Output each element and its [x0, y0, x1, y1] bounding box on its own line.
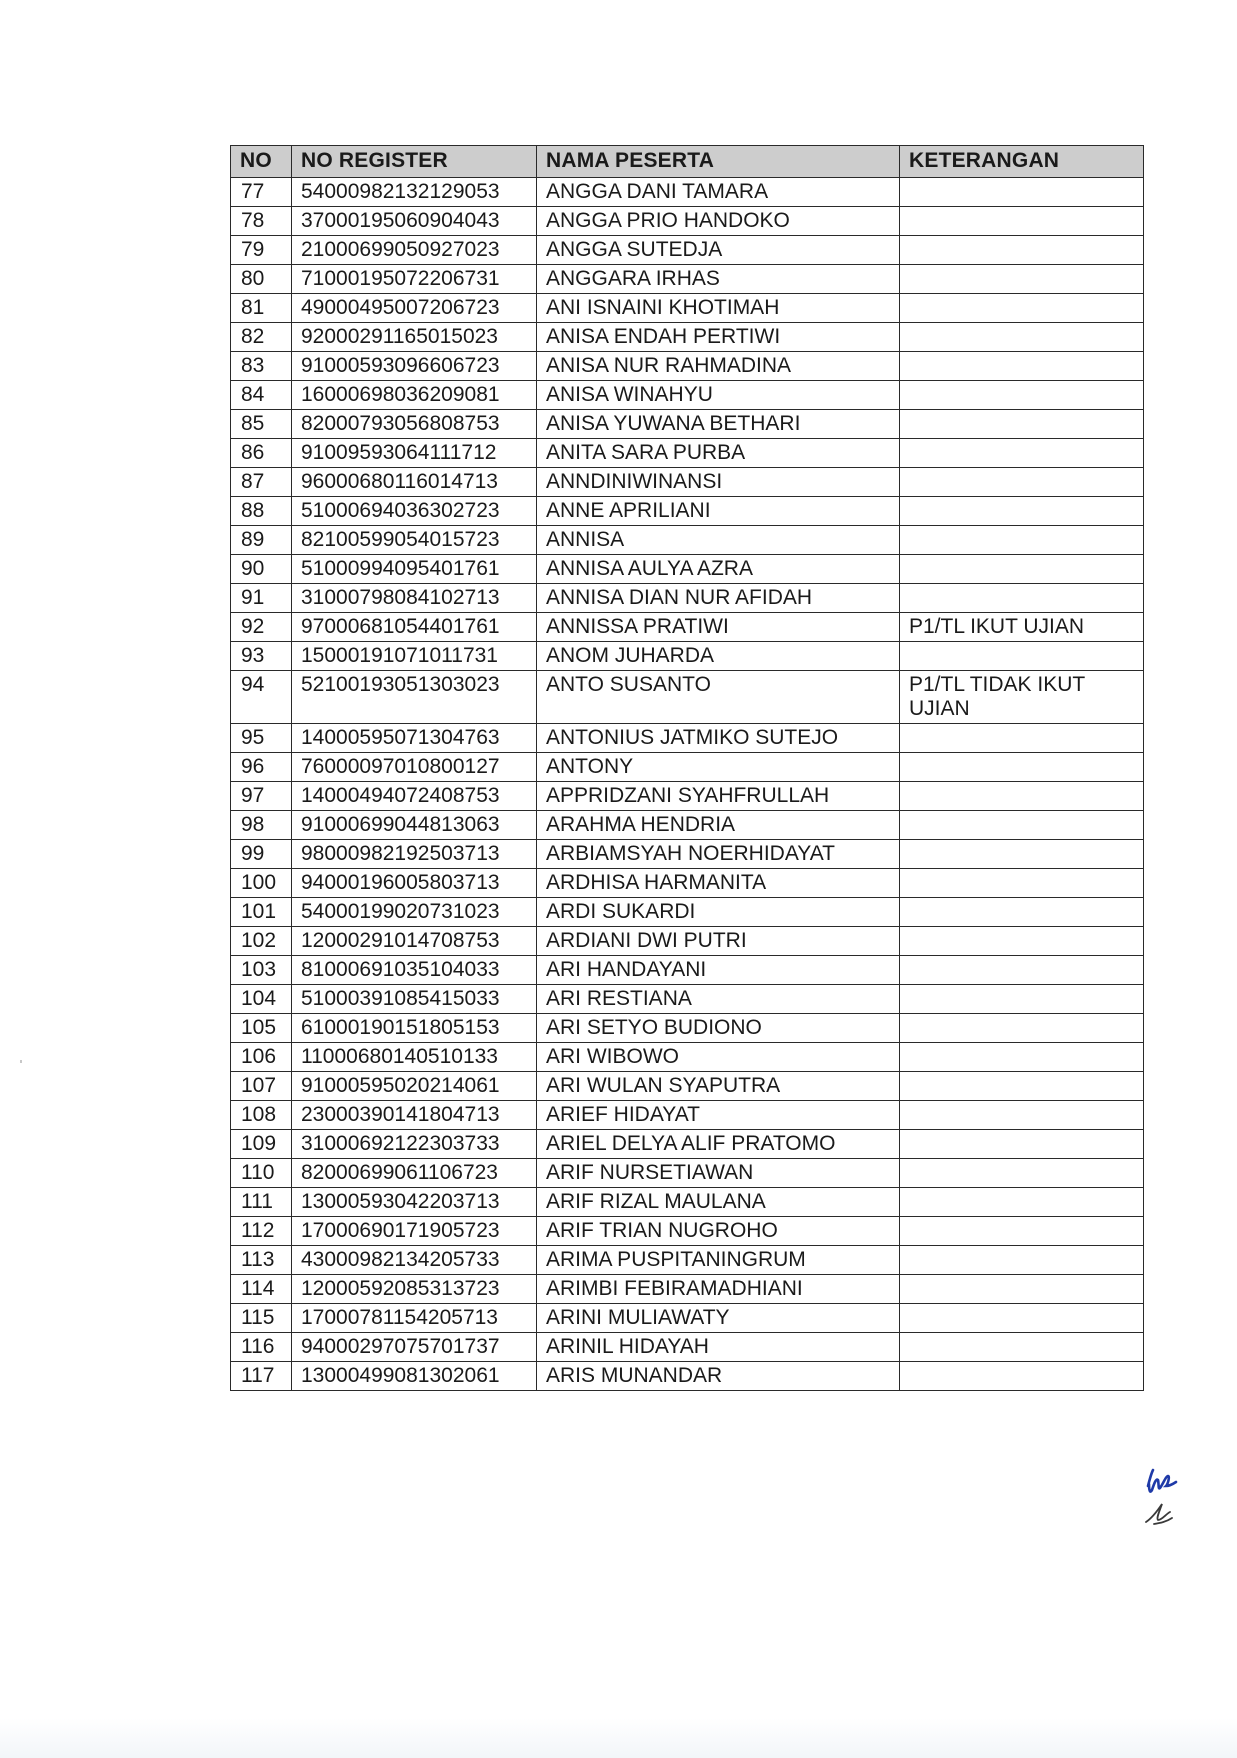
- table-row: [231, 1101, 1144, 1130]
- cell-name: ARI WULAN SYAPUTRA: [537, 1072, 900, 1101]
- cell-keterangan: [900, 869, 1144, 898]
- initials-stroke-upper: [1148, 1470, 1176, 1492]
- cell-register: 21000699050927023: [292, 236, 537, 265]
- cell-register: 94000196005803713: [292, 869, 537, 898]
- cell-name: ANNISA AULYA AZRA: [537, 555, 900, 584]
- table-row: [231, 1275, 1144, 1304]
- cell-no: 117: [231, 1362, 292, 1391]
- cell-no: 111: [231, 1188, 292, 1217]
- table-row: [231, 1072, 1144, 1101]
- cell-no: 116: [231, 1333, 292, 1362]
- cell-no: 107: [231, 1072, 292, 1101]
- cell-register: 23000390141804713: [292, 1101, 537, 1130]
- cell-no: 81: [231, 294, 292, 323]
- cell-register: 16000698036209081: [292, 381, 537, 410]
- cell-keterangan: P1/TL IKUT UJIAN: [900, 613, 1144, 642]
- cell-keterangan: [900, 1304, 1144, 1333]
- cell-name: ANOM JUHARDA: [537, 642, 900, 671]
- cell-name: ANNISA: [537, 526, 900, 555]
- initials-stroke-lower: [1146, 1504, 1172, 1524]
- cell-keterangan: [900, 956, 1144, 985]
- cell-register: 49000495007206723: [292, 294, 537, 323]
- cell-register: 14000494072408753: [292, 782, 537, 811]
- cell-no: 115: [231, 1304, 292, 1333]
- cell-name: ARIEL DELYA ALIF PRATOMO: [537, 1130, 900, 1159]
- cell-keterangan: [900, 724, 1144, 753]
- table-header: [231, 146, 1144, 178]
- cell-name: ANI ISNAINI KHOTIMAH: [537, 294, 900, 323]
- cell-register: 15000191071011731: [292, 642, 537, 671]
- cell-name: ANISA NUR RAHMADINA: [537, 352, 900, 381]
- cell-no: 95: [231, 724, 292, 753]
- cell-register: 12000592085313723: [292, 1275, 537, 1304]
- cell-no: 94: [231, 671, 292, 724]
- cell-name: ARI RESTIANA: [537, 985, 900, 1014]
- table-row: [231, 1188, 1144, 1217]
- column-header-keterangan: KETERANGAN: [900, 146, 1144, 178]
- table-row: [231, 613, 1144, 642]
- cell-no: 80: [231, 265, 292, 294]
- cell-register: 76000097010800127: [292, 753, 537, 782]
- table-row: [231, 1159, 1144, 1188]
- cell-keterangan: [900, 207, 1144, 236]
- cell-no: 90: [231, 555, 292, 584]
- table-row: [231, 497, 1144, 526]
- cell-name: ANGGA DANI TAMARA: [537, 178, 900, 207]
- cell-no: 88: [231, 497, 292, 526]
- cell-register: 13000593042203713: [292, 1188, 537, 1217]
- cell-keterangan: [900, 236, 1144, 265]
- cell-register: 91000593096606723: [292, 352, 537, 381]
- cell-register: 54000982132129053: [292, 178, 537, 207]
- cell-register: 82000793056808753: [292, 410, 537, 439]
- cell-keterangan: [900, 782, 1144, 811]
- table-row: [231, 1043, 1144, 1072]
- cell-register: 81000691035104033: [292, 956, 537, 985]
- cell-keterangan: [900, 323, 1144, 352]
- table-row: [231, 724, 1144, 753]
- cell-keterangan: [900, 497, 1144, 526]
- cell-register: 37000195060904043: [292, 207, 537, 236]
- cell-no: 83: [231, 352, 292, 381]
- cell-register: 61000190151805153: [292, 1014, 537, 1043]
- cell-register: 54000199020731023: [292, 898, 537, 927]
- handwritten-initials-signature: [1140, 1464, 1200, 1534]
- cell-name: ARBIAMSYAH NOERHIDAYAT: [537, 840, 900, 869]
- cell-keterangan: [900, 642, 1144, 671]
- cell-no: 96: [231, 753, 292, 782]
- cell-no: 87: [231, 468, 292, 497]
- table-row: [231, 1130, 1144, 1159]
- table-row: [231, 410, 1144, 439]
- cell-no: 92: [231, 613, 292, 642]
- cell-keterangan: [900, 1014, 1144, 1043]
- cell-no: 78: [231, 207, 292, 236]
- table-row: [231, 1014, 1144, 1043]
- cell-keterangan: [900, 811, 1144, 840]
- column-header-no: NO: [231, 146, 292, 178]
- table-body: [231, 178, 1144, 1391]
- cell-name: ARIF TRIAN NUGROHO: [537, 1217, 900, 1246]
- cell-register: 31000798084102713: [292, 584, 537, 613]
- table-row: [231, 323, 1144, 352]
- cell-keterangan: P1/TL TIDAK IKUT UJIAN: [900, 671, 1144, 724]
- cell-name: ARDHISA HARMANITA: [537, 869, 900, 898]
- cell-register: 71000195072206731: [292, 265, 537, 294]
- cell-register: 12000291014708753: [292, 927, 537, 956]
- scan-bottom-shade: [0, 1718, 1237, 1758]
- cell-keterangan: [900, 1333, 1144, 1362]
- cell-name: ARDIANI DWI PUTRI: [537, 927, 900, 956]
- cell-register: 31000692122303733: [292, 1130, 537, 1159]
- cell-name: ANGGARA IRHAS: [537, 265, 900, 294]
- cell-no: 101: [231, 898, 292, 927]
- cell-keterangan: [900, 1362, 1144, 1391]
- cell-no: 102: [231, 927, 292, 956]
- scan-speck: [20, 1060, 22, 1063]
- table-row: [231, 753, 1144, 782]
- cell-keterangan: [900, 1217, 1144, 1246]
- cell-keterangan: [900, 584, 1144, 613]
- cell-no: 84: [231, 381, 292, 410]
- cell-register: 82100599054015723: [292, 526, 537, 555]
- cell-no: 114: [231, 1275, 292, 1304]
- cell-name: ANNDINIWINANSI: [537, 468, 900, 497]
- cell-name: ARINI MULIAWATY: [537, 1304, 900, 1333]
- table-row: [231, 236, 1144, 265]
- cell-register: 51000694036302723: [292, 497, 537, 526]
- cell-name: ANNISSA PRATIWI: [537, 613, 900, 642]
- cell-keterangan: [900, 555, 1144, 584]
- cell-name: ANNISA DIAN NUR AFIDAH: [537, 584, 900, 613]
- cell-name: ANISA YUWANA BETHARI: [537, 410, 900, 439]
- table-row: [231, 1333, 1144, 1362]
- cell-register: 52100193051303023: [292, 671, 537, 724]
- table-row: [231, 526, 1144, 555]
- cell-keterangan: [900, 927, 1144, 956]
- cell-register: 98000982192503713: [292, 840, 537, 869]
- cell-keterangan: [900, 381, 1144, 410]
- table-row: [231, 439, 1144, 468]
- cell-name: ANNE APRILIANI: [537, 497, 900, 526]
- column-header-register: NO REGISTER: [292, 146, 537, 178]
- cell-no: 113: [231, 1246, 292, 1275]
- table-row: [231, 985, 1144, 1014]
- cell-register: 92000291165015023: [292, 323, 537, 352]
- cell-name: ARIMA PUSPITANINGRUM: [537, 1246, 900, 1275]
- table-row: [231, 352, 1144, 381]
- cell-register: 94000297075701737: [292, 1333, 537, 1362]
- table-row: [231, 555, 1144, 584]
- cell-name: ARIMBI FEBIRAMADHIANI: [537, 1275, 900, 1304]
- cell-keterangan: [900, 410, 1144, 439]
- cell-no: 104: [231, 985, 292, 1014]
- table-row: [231, 956, 1144, 985]
- table-row: [231, 584, 1144, 613]
- cell-keterangan: [900, 1159, 1144, 1188]
- cell-register: 82000699061106723: [292, 1159, 537, 1188]
- cell-register: 91009593064111712: [292, 439, 537, 468]
- table-row: [231, 782, 1144, 811]
- cell-register: 97000681054401761: [292, 613, 537, 642]
- cell-no: 112: [231, 1217, 292, 1246]
- table-row: [231, 869, 1144, 898]
- cell-no: 106: [231, 1043, 292, 1072]
- cell-keterangan: [900, 439, 1144, 468]
- cell-keterangan: [900, 1246, 1144, 1275]
- table-row: [231, 898, 1144, 927]
- cell-name: ARDI SUKARDI: [537, 898, 900, 927]
- cell-register: 51000994095401761: [292, 555, 537, 584]
- cell-name: ARIS MUNANDAR: [537, 1362, 900, 1391]
- cell-register: 11000680140510133: [292, 1043, 537, 1072]
- table-row: [231, 468, 1144, 497]
- cell-no: 109: [231, 1130, 292, 1159]
- cell-name: ARI WIBOWO: [537, 1043, 900, 1072]
- cell-name: ANITA SARA PURBA: [537, 439, 900, 468]
- cell-no: 86: [231, 439, 292, 468]
- cell-keterangan: [900, 1188, 1144, 1217]
- table-row: [231, 178, 1144, 207]
- cell-register: 17000690171905723: [292, 1217, 537, 1246]
- cell-no: 77: [231, 178, 292, 207]
- table-row: [231, 265, 1144, 294]
- table-row: [231, 1362, 1144, 1391]
- cell-name: ANISA WINAHYU: [537, 381, 900, 410]
- cell-no: 91: [231, 584, 292, 613]
- cell-register: 13000499081302061: [292, 1362, 537, 1391]
- cell-no: 103: [231, 956, 292, 985]
- cell-no: 97: [231, 782, 292, 811]
- cell-no: 89: [231, 526, 292, 555]
- cell-register: 51000391085415033: [292, 985, 537, 1014]
- cell-no: 85: [231, 410, 292, 439]
- cell-keterangan: [900, 178, 1144, 207]
- cell-register: 96000680116014713: [292, 468, 537, 497]
- table-row: [231, 381, 1144, 410]
- table-row: [231, 671, 1144, 724]
- cell-name: ANTO SUSANTO: [537, 671, 900, 724]
- cell-name: ARINIL HIDAYAH: [537, 1333, 900, 1362]
- cell-name: ANGGA SUTEDJA: [537, 236, 900, 265]
- cell-name: ARAHMA HENDRIA: [537, 811, 900, 840]
- table-row: [231, 207, 1144, 236]
- cell-keterangan: [900, 294, 1144, 323]
- cell-no: 93: [231, 642, 292, 671]
- cell-keterangan: [900, 753, 1144, 782]
- cell-keterangan: [900, 1275, 1144, 1304]
- cell-keterangan: [900, 352, 1144, 381]
- cell-register: 91000699044813063: [292, 811, 537, 840]
- cell-no: 110: [231, 1159, 292, 1188]
- table-row: [231, 927, 1144, 956]
- header-row: [231, 146, 1144, 178]
- cell-keterangan: [900, 526, 1144, 555]
- cell-register: 17000781154205713: [292, 1304, 537, 1333]
- table-row: [231, 1246, 1144, 1275]
- cell-keterangan: [900, 1072, 1144, 1101]
- table-row: [231, 642, 1144, 671]
- cell-name: ARI SETYO BUDIONO: [537, 1014, 900, 1043]
- cell-no: 82: [231, 323, 292, 352]
- cell-name: ARI HANDAYANI: [537, 956, 900, 985]
- cell-no: 79: [231, 236, 292, 265]
- column-header-name: NAMA PESERTA: [537, 146, 900, 178]
- participant-table: [230, 145, 1144, 1391]
- cell-name: ARIEF HIDAYAT: [537, 1101, 900, 1130]
- cell-name: ANGGA PRIO HANDOKO: [537, 207, 900, 236]
- cell-name: ARIF RIZAL MAULANA: [537, 1188, 900, 1217]
- cell-keterangan: [900, 1043, 1144, 1072]
- cell-name: ANTONIUS JATMIKO SUTEJO: [537, 724, 900, 753]
- cell-name: ARIF NURSETIAWAN: [537, 1159, 900, 1188]
- cell-name: APPRIDZANI SYAHFRULLAH: [537, 782, 900, 811]
- cell-name: ANISA ENDAH PERTIWI: [537, 323, 900, 352]
- cell-register: 91000595020214061: [292, 1072, 537, 1101]
- cell-name: ANTONY: [537, 753, 900, 782]
- table-row: [231, 811, 1144, 840]
- cell-register: 14000595071304763: [292, 724, 537, 753]
- cell-no: 108: [231, 1101, 292, 1130]
- table-row: [231, 1304, 1144, 1333]
- cell-keterangan: [900, 985, 1144, 1014]
- cell-register: 43000982134205733: [292, 1246, 537, 1275]
- cell-keterangan: [900, 898, 1144, 927]
- cell-keterangan: [900, 265, 1144, 294]
- cell-keterangan: [900, 468, 1144, 497]
- cell-no: 98: [231, 811, 292, 840]
- cell-keterangan: [900, 1130, 1144, 1159]
- table-row: [231, 1217, 1144, 1246]
- cell-keterangan: [900, 840, 1144, 869]
- cell-keterangan: [900, 1101, 1144, 1130]
- table-row: [231, 294, 1144, 323]
- cell-no: 99: [231, 840, 292, 869]
- table-row: [231, 840, 1144, 869]
- cell-no: 100: [231, 869, 292, 898]
- cell-no: 105: [231, 1014, 292, 1043]
